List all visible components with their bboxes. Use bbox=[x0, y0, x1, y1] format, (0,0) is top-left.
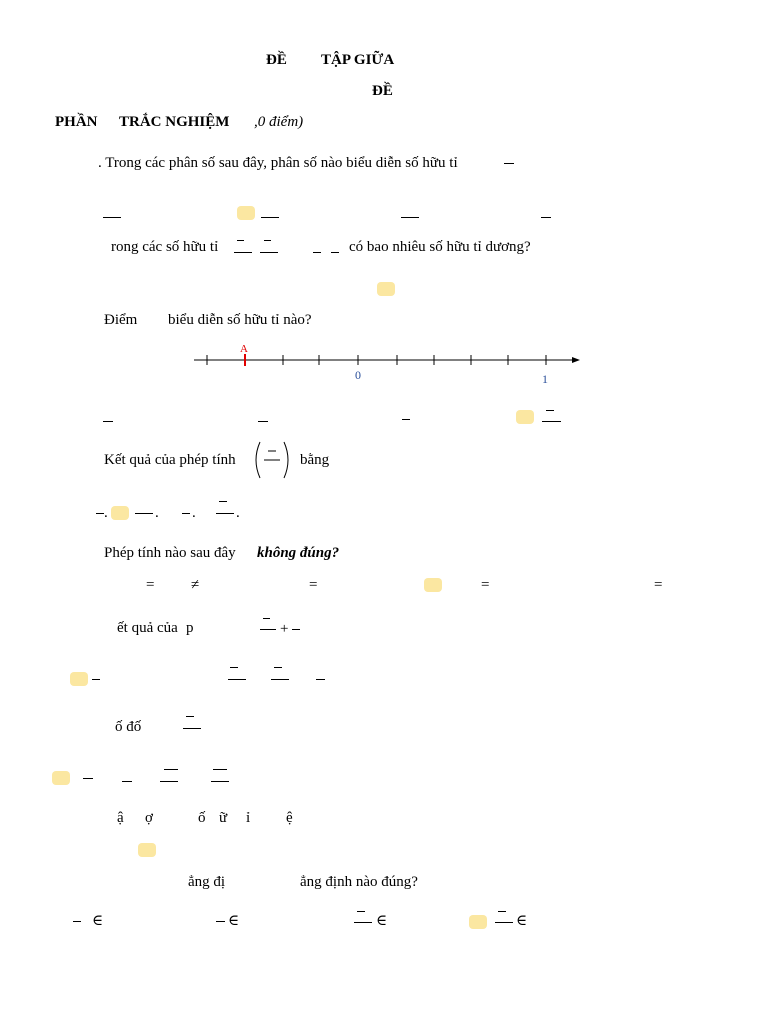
answer-4d-fraction bbox=[216, 513, 234, 514]
fraction-bar bbox=[504, 163, 514, 164]
question-8-fragment: ệ bbox=[286, 810, 293, 826]
question-6-text-a: ết quả của bbox=[117, 620, 178, 636]
question-4-text-b: bằng bbox=[300, 452, 330, 468]
answer-3b-fraction bbox=[258, 421, 268, 422]
answer-5a-equals: = bbox=[146, 577, 155, 593]
answer-4b-dot: . bbox=[155, 505, 159, 521]
fraction-bar bbox=[260, 252, 278, 253]
question-8-fragment: ậ bbox=[117, 810, 124, 826]
answer-highlight bbox=[111, 506, 129, 520]
answer-1b-fraction bbox=[261, 217, 279, 218]
title-de: ĐỀ bbox=[266, 52, 287, 68]
answer-4c-dot: . bbox=[192, 505, 196, 521]
section-phan: PHẦN bbox=[55, 114, 98, 130]
fraction-bar bbox=[183, 728, 201, 729]
answer-6b-fraction bbox=[228, 679, 246, 680]
answer-6d-fraction bbox=[316, 679, 325, 680]
answer-9c-fraction bbox=[354, 922, 372, 923]
title-tap-giua: TẬP GIỮA bbox=[321, 52, 395, 68]
fraction-bar bbox=[331, 252, 339, 253]
question-2-text-b: có bao nhiêu số hữu tỉ dương? bbox=[349, 239, 531, 255]
number-line-arrow bbox=[572, 357, 580, 363]
question-3-text-b: biểu diễn số hữu tỉ nào? bbox=[168, 312, 312, 328]
answer-1c-fraction bbox=[401, 217, 419, 218]
answer-9a-in: ∈ bbox=[92, 913, 104, 929]
question-8-fragment: ợ bbox=[145, 810, 153, 826]
question-4-text-a: Kết quả của phép tính bbox=[104, 452, 236, 468]
answer-1d-fraction bbox=[541, 217, 551, 218]
answer-highlight bbox=[52, 771, 70, 785]
answer-5a-not-equals: ≠ bbox=[191, 577, 200, 593]
parenthesized-fraction bbox=[252, 440, 292, 480]
answer-5b-equals: = bbox=[309, 577, 318, 593]
answer-3a-fraction bbox=[103, 421, 113, 422]
answer-6a-fraction bbox=[92, 679, 100, 680]
fraction-bar bbox=[313, 252, 321, 253]
fraction-bar bbox=[234, 252, 252, 253]
answer-highlight bbox=[70, 672, 88, 686]
answer-1a-fraction bbox=[103, 217, 121, 218]
fraction-numerator-bar bbox=[546, 410, 554, 411]
answer-7d-fraction bbox=[211, 781, 229, 782]
answer-4d-dot: . bbox=[236, 505, 240, 521]
question-9-text-a: ẳng đị bbox=[188, 874, 226, 890]
fraction-numerator-bar bbox=[498, 911, 506, 912]
question-8-fragment: ỉ bbox=[246, 810, 251, 826]
question-6-plus: + bbox=[280, 621, 289, 637]
number-line bbox=[190, 338, 590, 390]
section-trac-nghiem: TRẮC NGHIỆM bbox=[119, 114, 230, 130]
answer-4b-fraction bbox=[135, 513, 153, 514]
fraction-numerator-bar bbox=[357, 911, 365, 912]
point-a-label: A bbox=[240, 343, 248, 355]
answer-9b-fraction bbox=[216, 921, 225, 922]
answer-9b-in: ∈ bbox=[228, 913, 240, 929]
answer-highlight bbox=[469, 915, 487, 929]
question-7-text: ố đố bbox=[115, 719, 142, 735]
fraction-numerator-bar bbox=[237, 240, 244, 241]
fraction-numerator-bar bbox=[213, 769, 227, 770]
fraction-numerator-bar bbox=[263, 618, 270, 619]
answer-9d-in: ∈ bbox=[516, 913, 528, 929]
answer-7a-fraction bbox=[83, 778, 93, 779]
answer-highlight bbox=[377, 282, 395, 296]
fraction-numerator-bar bbox=[264, 240, 271, 241]
section-points: ,0 điểm) bbox=[254, 114, 304, 130]
answer-highlight bbox=[237, 206, 255, 220]
answer-9d-fraction bbox=[495, 922, 513, 923]
question-2-text-a: rong các số hữu tỉ bbox=[111, 239, 219, 255]
question-9-text-b: ẳng định nào đúng? bbox=[300, 874, 418, 890]
answer-3c-fraction bbox=[402, 419, 410, 420]
answer-5c-equals: = bbox=[481, 577, 490, 593]
answer-9a-fraction bbox=[73, 921, 81, 922]
question-1-text: . Trong các phân số sau đây, phân số nào biểu diễn số hữu tỉ bbox=[98, 155, 458, 171]
answer-highlight bbox=[516, 410, 534, 424]
answer-4a-dot: . bbox=[104, 505, 108, 521]
question-5-text-b: không đúng? bbox=[257, 545, 340, 561]
fraction-bar bbox=[260, 629, 276, 630]
answer-9c-in: ∈ bbox=[376, 913, 388, 929]
question-8-fragment: ố bbox=[198, 810, 206, 826]
question-5-text-a: Phép tính nào sau đây bbox=[104, 545, 236, 561]
fraction-numerator-bar bbox=[230, 667, 238, 668]
answer-7c-fraction bbox=[160, 781, 178, 782]
question-8-fragment: ữ bbox=[219, 810, 228, 826]
answer-5d-equals: = bbox=[654, 577, 663, 593]
one-label: 1 bbox=[542, 372, 548, 386]
zero-label: 0 bbox=[355, 368, 361, 382]
answer-6c-fraction bbox=[271, 679, 289, 680]
answer-4a-fraction bbox=[96, 513, 104, 514]
fraction-numerator-bar bbox=[274, 667, 282, 668]
fraction-numerator-bar bbox=[219, 501, 227, 502]
fraction-numerator-bar bbox=[186, 716, 194, 717]
answer-7b-fraction bbox=[122, 781, 132, 782]
answer-3d-fraction bbox=[542, 421, 561, 422]
answer-highlight bbox=[424, 578, 442, 592]
answer-highlight bbox=[138, 843, 156, 857]
fraction-numerator-bar bbox=[164, 769, 178, 770]
question-3-text-a: Điểm bbox=[104, 312, 138, 328]
answer-4c-fraction bbox=[182, 513, 190, 514]
fraction-bar bbox=[292, 629, 300, 630]
question-6-text-b: p bbox=[186, 620, 194, 636]
title-de-number: ĐỀ bbox=[372, 83, 393, 99]
